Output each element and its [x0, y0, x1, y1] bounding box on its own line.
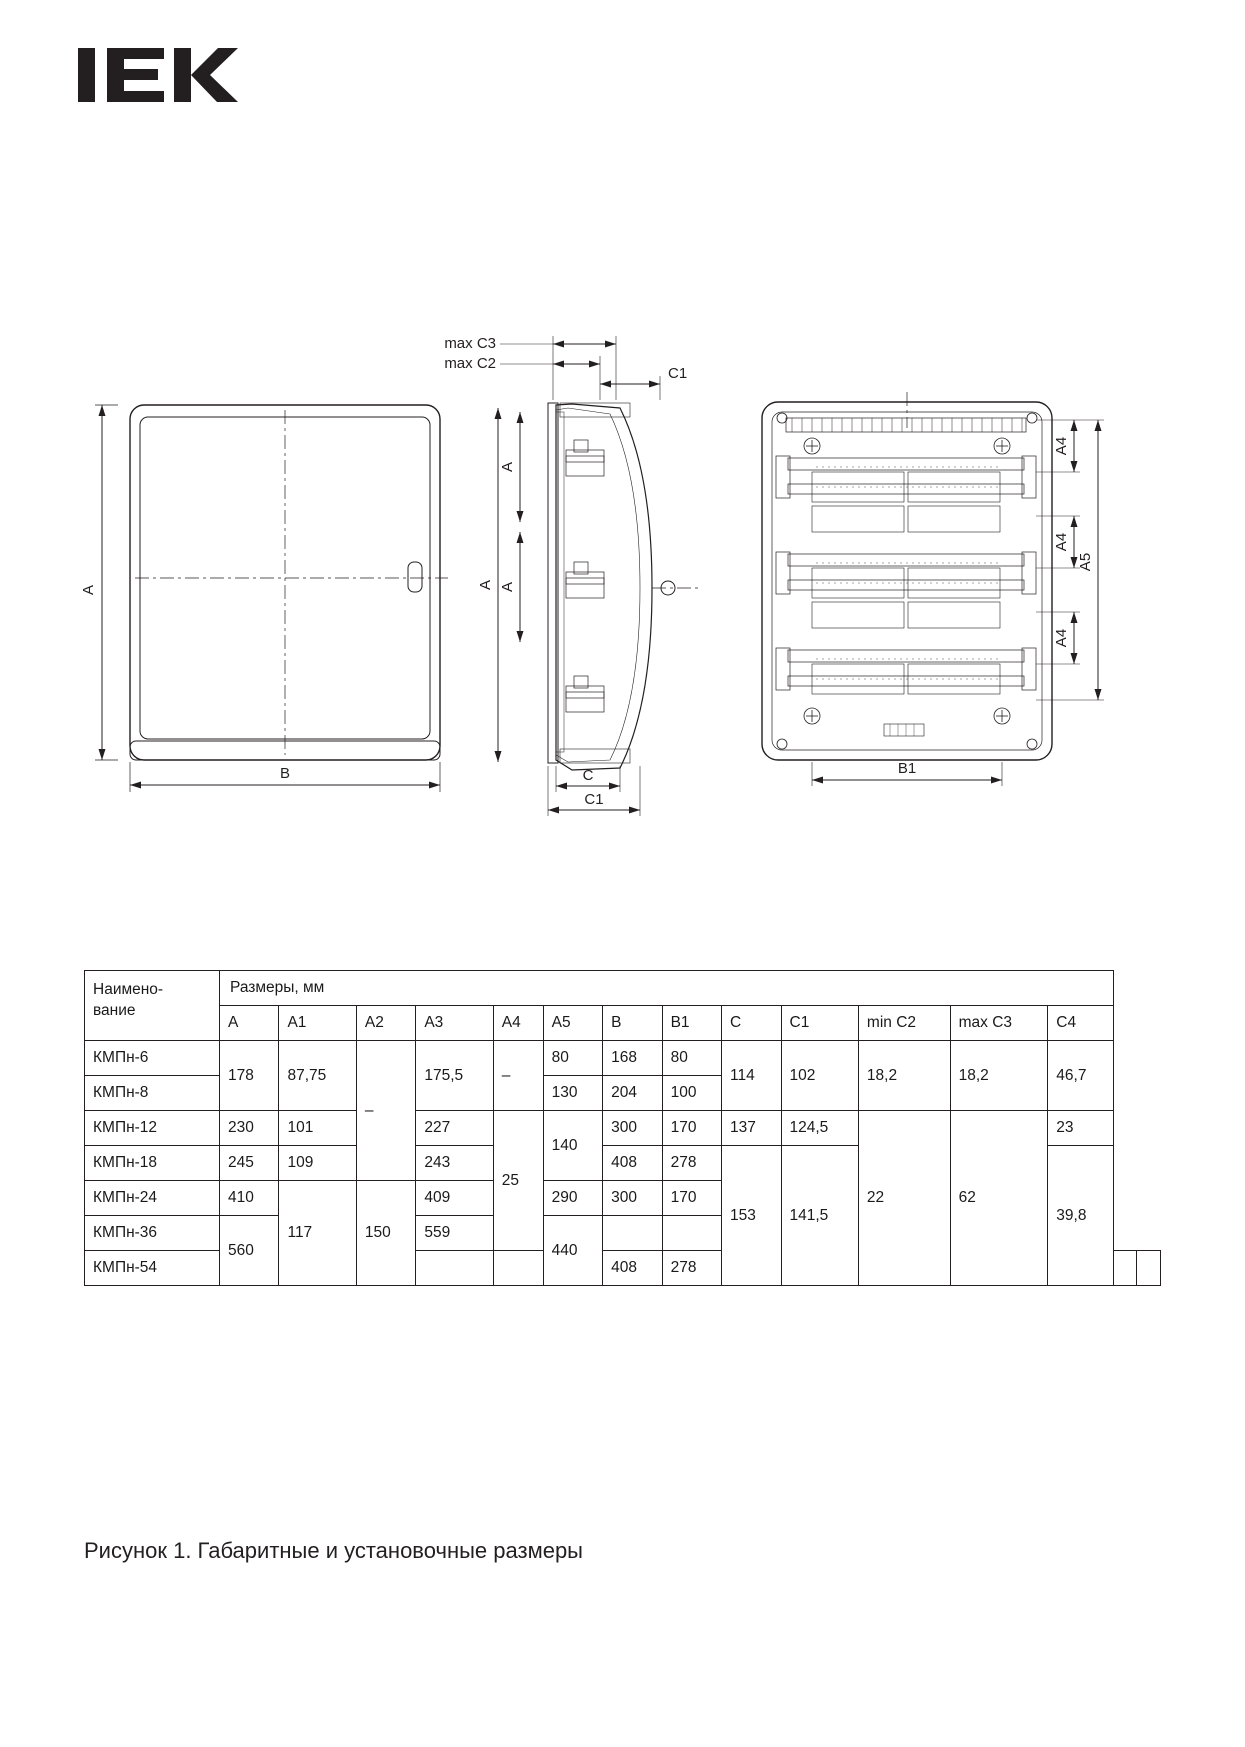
cell-A3: 175,5 [416, 1041, 493, 1111]
cell-C1: 124,5 [781, 1111, 858, 1146]
cell-A4 [493, 1251, 543, 1286]
iek-logo-icon [78, 44, 238, 106]
row-name: КМПн-12 [85, 1111, 220, 1146]
cell-A2: 150 [356, 1181, 415, 1286]
label-max-c2: max C2 [444, 355, 496, 372]
cell-B1: 170 [662, 1111, 721, 1146]
cell-C4: 46,7 [1048, 1041, 1113, 1111]
cell-A5: 130 [543, 1076, 602, 1111]
cell-A1: 109 [279, 1146, 356, 1181]
cell-A3: 409 [416, 1181, 493, 1216]
table-header-row-2 [85, 1006, 1161, 1041]
header-col-C1: C1 [781, 1006, 858, 1041]
row-name: КМПн-54 [85, 1251, 220, 1286]
cell-B1: 100 [662, 1076, 721, 1111]
front-view [95, 405, 448, 792]
label-side-a-2: A [499, 581, 516, 593]
header-col-A1: A1 [279, 1006, 356, 1041]
header-col-B1: B1 [662, 1006, 721, 1041]
cell-C4: 39,8 [1048, 1146, 1113, 1286]
cell-minC2: 18,2 [858, 1041, 950, 1111]
cell-A3: 243 [416, 1146, 493, 1181]
cell-B1: 80 [662, 1041, 721, 1076]
cell-A1: 101 [279, 1111, 356, 1146]
cell-A4: – [493, 1041, 543, 1111]
label-a4-2: A4 [1053, 532, 1070, 552]
cell-A: 410 [220, 1181, 279, 1216]
label-b1: B1 [897, 760, 917, 777]
cell-A: 178 [220, 1041, 279, 1111]
brand-logo [78, 44, 238, 106]
cell-A: 230 [220, 1111, 279, 1146]
cell-A5: 80 [543, 1041, 602, 1076]
dimensions-table [84, 970, 1161, 1286]
cell-B: 408 [603, 1146, 662, 1181]
figure-caption: Рисунок 1. Габаритные и установочные размеры [84, 1538, 583, 1563]
cell-B [603, 1216, 662, 1251]
side-view [495, 336, 701, 816]
cell-B: 300 [603, 1111, 662, 1146]
header-name-line2: вание [93, 1001, 136, 1019]
label-max-c3: max C3 [444, 335, 496, 352]
cell-A3 [416, 1251, 493, 1286]
cell-C1: 102 [781, 1041, 858, 1111]
cell-C1: 141,5 [781, 1146, 858, 1286]
label-front-A: A [80, 584, 97, 596]
cell-A: 560 [220, 1216, 279, 1286]
table-row [85, 1111, 1161, 1146]
cell-B1: 278 [662, 1146, 721, 1181]
cell-B1 [662, 1216, 721, 1251]
cell-B1: 170 [662, 1181, 721, 1216]
header-col-A4: A4 [493, 1006, 543, 1041]
figure-drawings [0, 300, 1245, 830]
header-col-C4: C4 [1048, 1006, 1113, 1041]
row-name: КМПн-36 [85, 1216, 220, 1251]
header-group-label: Размеры, мм [220, 971, 1114, 1006]
label-a4-1: A4 [1053, 436, 1070, 456]
header-col-A5: A5 [543, 1006, 602, 1041]
label-front-B: B [279, 765, 291, 782]
header-col-B: B [603, 1006, 662, 1041]
cell-B: 204 [603, 1076, 662, 1111]
table-header-row-1 [85, 971, 1161, 1006]
cell-A: 245 [220, 1146, 279, 1181]
row-name: КМПн-8 [85, 1076, 220, 1111]
cell-B: 408 [603, 1251, 662, 1286]
label-side-a-3: A [477, 579, 494, 591]
label-side-c1: C1 [584, 791, 604, 808]
cell-maxC3: 18,2 [950, 1041, 1048, 1111]
cell-A1: 117 [279, 1181, 356, 1286]
cell-C: 114 [722, 1041, 781, 1111]
cell-C4: 23 [1048, 1111, 1113, 1146]
header-col-A2: A2 [356, 1006, 415, 1041]
label-a4-3: A4 [1053, 628, 1070, 648]
cell-maxC3 [1137, 1251, 1161, 1286]
header-col-A3: A3 [416, 1006, 493, 1041]
cell-A3: 227 [416, 1111, 493, 1146]
cell-minC2 [1113, 1251, 1137, 1286]
cell-maxC3: 62 [950, 1111, 1048, 1286]
cell-A2: – [356, 1041, 415, 1181]
cell-B1: 278 [662, 1251, 721, 1286]
label-side-c: C [582, 767, 594, 784]
header-name-line1: Наимено- [93, 981, 164, 998]
cell-A5: 140 [543, 1111, 602, 1181]
cell-minC2: 22 [858, 1111, 950, 1286]
cell-B: 300 [603, 1181, 662, 1216]
row-name: КМПн-6 [85, 1041, 220, 1076]
cell-B: 168 [603, 1041, 662, 1076]
cell-A1: 87,75 [279, 1041, 356, 1111]
cell-C: 153 [722, 1146, 781, 1286]
cell-C: 137 [722, 1111, 781, 1146]
table-row [85, 1041, 1161, 1076]
header-col-maxC3: max C3 [950, 1006, 1048, 1041]
label-side-a-1: A [499, 461, 516, 473]
label-a5: A5 [1077, 552, 1094, 572]
cell-A4: 25 [493, 1111, 543, 1251]
cell-A5: 440 [543, 1216, 602, 1286]
cell-A5: 290 [543, 1181, 602, 1216]
header-col-C: C [722, 1006, 781, 1041]
header-col-minC2: min C2 [858, 1006, 950, 1041]
header-col-A: A [220, 1006, 279, 1041]
cell-A3: 559 [416, 1216, 493, 1251]
row-name: КМПн-18 [85, 1146, 220, 1181]
header-name-cell [85, 971, 220, 1041]
label-c1-top: C1 [668, 365, 688, 382]
row-name: КМПн-24 [85, 1181, 220, 1216]
